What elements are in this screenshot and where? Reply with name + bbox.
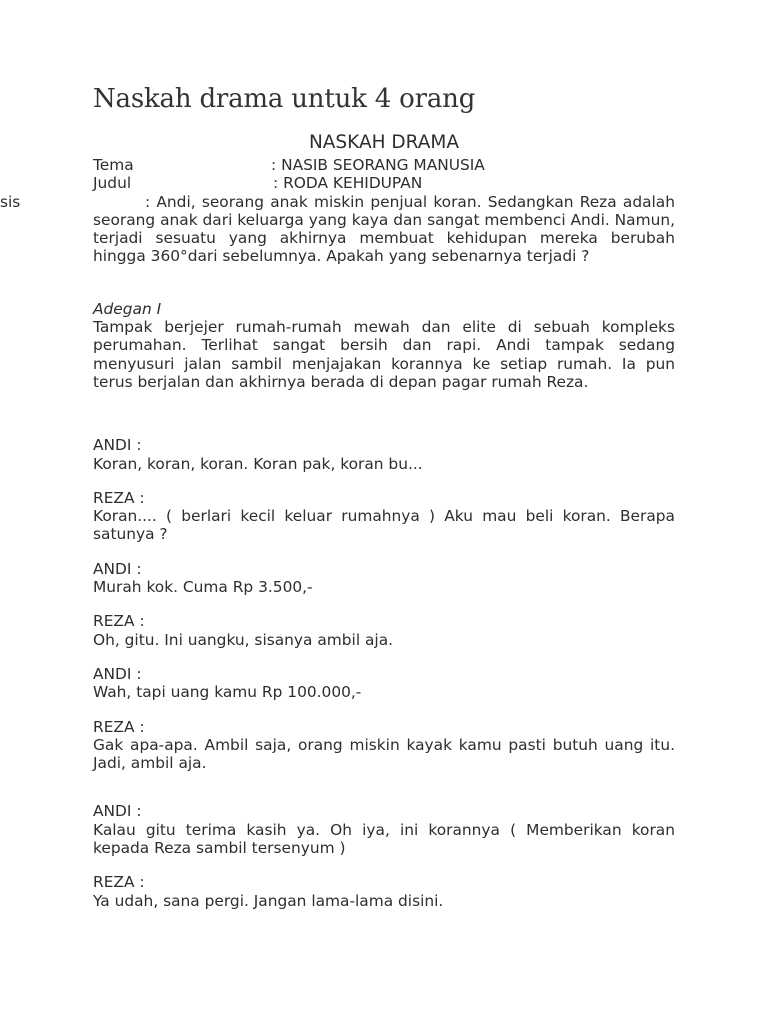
scene-description: Tampak berjejer rumah-rumah mewah dan elite di sebuah kompleks perumahan. Terlihat sangat bersih dan rapi. Andi tampak sedang menyusuri jalan sambil menjajakan korannya ke setiap rumah. Ia pun terus berjalan dan akhirnya berada di depan pagar rumah Reza. bbox=[93, 318, 675, 391]
speaker-name: REZA : bbox=[93, 488, 145, 507]
dialogue-block bbox=[93, 436, 675, 910]
sinopsis-text: : Andi, seorang anak miskin penjual koran. Sedangkan Reza adalah seorang anak dari keluarga yang kaya dan sangat membenci Andi. Namun, terjadi sesuatu yang akhirnya membuat kehidupan mereka berubah hingga 360°dari sebelumnya. Apakah yang sebenarnya terjadi ? bbox=[93, 192, 675, 266]
dialogue-entry bbox=[93, 718, 675, 773]
dialogue-line: Ya udah, sana pergi. Jangan lama-lama disini. bbox=[93, 891, 444, 910]
dialogue-line: Wah, tapi uang kamu Rp 100.000,- bbox=[93, 683, 362, 702]
dialogue-entry bbox=[93, 489, 675, 544]
dialogue-line: Oh, gitu. Ini uangku, sisanya ambil aja. bbox=[93, 630, 394, 649]
document-body bbox=[0, 132, 675, 910]
meta-value-judul: : RODA KEHIDUPAN bbox=[273, 174, 423, 193]
dialogue-entry bbox=[93, 802, 675, 857]
dialogue-line: Gak apa-apa. Ambil saja, orang miskin kayak kamu pasti butuh uang itu. Jadi, ambil aja. bbox=[93, 735, 675, 773]
meta-row-tema bbox=[93, 156, 675, 174]
dialogue-entry bbox=[93, 560, 675, 597]
dialogue-entry bbox=[93, 436, 675, 473]
sinopsis-block bbox=[0, 192, 675, 266]
document-heading: NASKAH DRAMA bbox=[308, 132, 460, 153]
speaker-name: ANDI : bbox=[93, 559, 142, 578]
speaker-name: REZA : bbox=[93, 612, 145, 631]
speaker-name: ANDI : bbox=[93, 802, 142, 821]
dialogue-line: Kalau gitu terima kasih ya. Oh iya, ini korannya ( Memberikan koran kepada Reza sambil tersenyum ) bbox=[93, 820, 675, 858]
speaker-name: ANDI : bbox=[93, 436, 142, 455]
dialogue-line: Koran.... ( berlari kecil keluar rumahnya ) Aku mau beli koran. Berapa satunya ? bbox=[93, 507, 675, 544]
page-title: Naskah drama untuk 4 orang bbox=[93, 84, 476, 114]
scene-title: Adegan I bbox=[93, 299, 162, 318]
meta-key-tema: Tema bbox=[93, 156, 134, 174]
dialogue-entry bbox=[93, 873, 675, 910]
dialogue-line: Murah kok. Cuma Rp 3.500,- bbox=[93, 578, 313, 597]
dialogue-entry bbox=[93, 612, 675, 649]
dialogue-line: Koran, koran, koran. Koran pak, koran bu... bbox=[93, 454, 423, 473]
meta-row-judul bbox=[93, 174, 675, 192]
speaker-name: REZA : bbox=[93, 717, 145, 736]
speaker-name: ANDI : bbox=[93, 664, 142, 683]
sinopsis-label: sis bbox=[0, 192, 21, 211]
meta-value-tema: : NASIB SEORANG MANUSIA bbox=[271, 156, 485, 174]
speaker-name: REZA : bbox=[93, 873, 145, 892]
meta-key-judul: Judul bbox=[93, 174, 132, 193]
dialogue-entry bbox=[93, 665, 675, 702]
